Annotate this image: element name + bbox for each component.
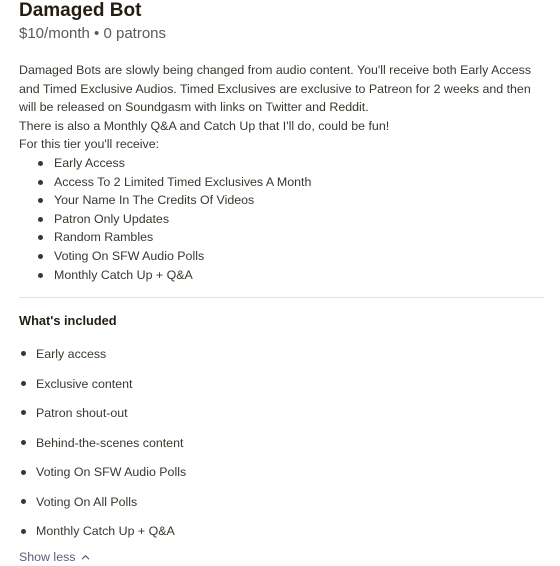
included-item-label: Exclusive content [36, 376, 133, 391]
bullet-icon [38, 235, 43, 240]
list-item [54, 191, 545, 210]
included-item [19, 398, 545, 428]
chevron-up-icon [81, 553, 90, 562]
included-item [19, 339, 545, 369]
list-item-label: Voting On SFW Audio Polls [54, 248, 205, 263]
included-item-label: Patron shout-out [36, 406, 128, 421]
bullet-icon [38, 217, 43, 222]
list-item-label: Your Name In The Credits Of Videos [54, 193, 255, 208]
list-item [54, 210, 545, 229]
included-list [19, 339, 545, 546]
list-item-label: Patron Only Updates [54, 211, 170, 226]
bullet-icon [21, 529, 26, 534]
tier-card [19, 0, 545, 566]
bullet-icon [38, 254, 43, 259]
show-less-label: Show less [19, 550, 76, 565]
bullet-icon [21, 381, 26, 386]
list-item [54, 228, 545, 247]
included-item-label: Behind-the-scenes content [36, 435, 184, 450]
bullet-icon [38, 198, 43, 203]
included-item-label: Early access [36, 346, 107, 361]
tier-price-patrons: $10/month • 0 patrons [19, 25, 167, 42]
list-item-label: Access To 2 Limited Timed Exclusives A Month [54, 174, 312, 189]
list-item [54, 266, 545, 285]
included-item-label: Voting On All Polls [36, 494, 138, 509]
bullet-icon [38, 273, 43, 278]
included-item-label: Monthly Catch Up + Q&A [36, 524, 175, 539]
included-item [19, 517, 545, 547]
bullet-icon [21, 470, 26, 475]
list-item-label: Random Rambles [54, 230, 154, 245]
description-paragraph: There is also a Monthly Q&A and Catch Up that I'll do, could be fun! [19, 118, 390, 133]
included-item [19, 369, 545, 399]
tier-benefit-list [19, 154, 545, 284]
list-item-label: Monthly Catch Up + Q&A [54, 267, 193, 282]
divider [19, 297, 544, 298]
list-item [54, 154, 545, 173]
tier-description [19, 61, 545, 284]
show-less-button[interactable] [19, 550, 90, 564]
list-item [54, 173, 545, 192]
description-paragraph: For this tier you'll receive: [19, 137, 160, 152]
included-item [19, 428, 545, 458]
tier-title: Damaged Bot [19, 0, 142, 21]
bullet-icon [21, 351, 26, 356]
included-item [19, 487, 545, 517]
included-item [19, 458, 545, 488]
bullet-icon [21, 499, 26, 504]
bullet-icon [38, 180, 43, 185]
bullet-icon [21, 440, 26, 445]
included-item-label: Voting On SFW Audio Polls [36, 465, 187, 480]
bullet-icon [38, 161, 43, 166]
list-item [54, 247, 545, 266]
bullet-icon [21, 410, 26, 415]
list-item-label: Early Access [54, 155, 125, 170]
description-paragraph: Damaged Bots are slowly being changed from audio content. You'll receive both Early Access and Timed Exclusive Audios. Timed Exclusives are exclusive to Patreon for 2 weeks and then will be released on Soundgasm with links on Twitter and Reddit. [19, 63, 532, 115]
included-heading: What's included [19, 313, 117, 329]
